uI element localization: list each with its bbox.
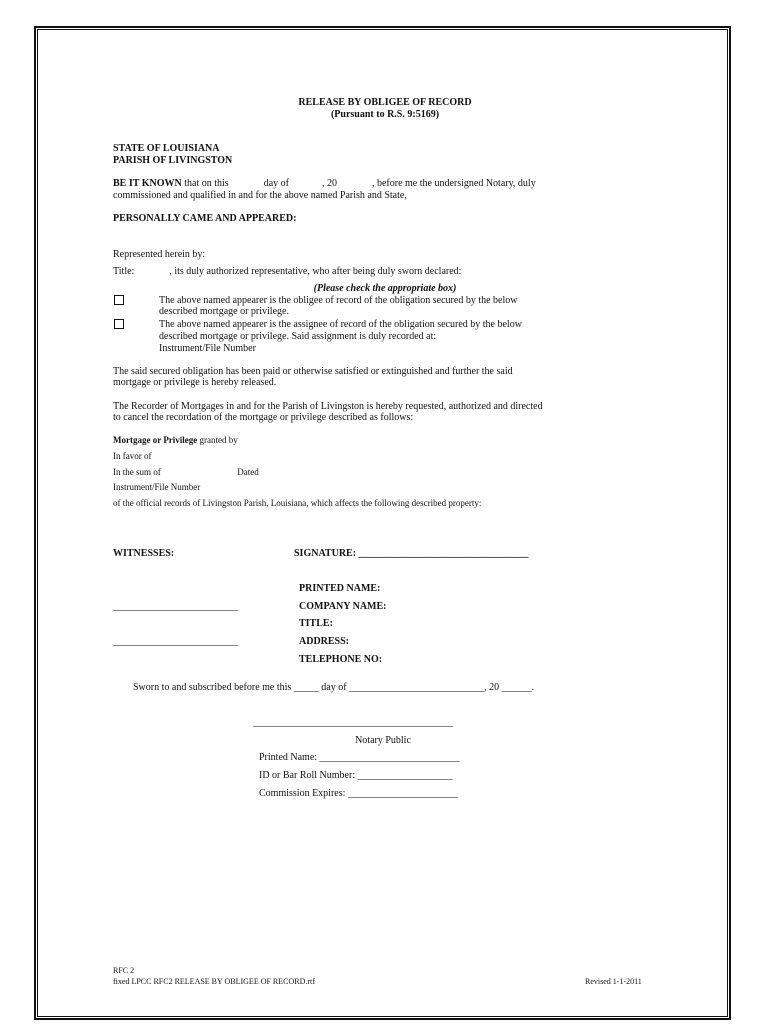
official-records-text: of the official records of Livingston Parish, Louisiana, which affects the following described property: — [113, 498, 482, 508]
be-it-known-label: BE IT KNOWN — [113, 178, 182, 189]
be-it-known-text-1: that on this — [184, 178, 229, 189]
represented-by-label: Represented herein by: — [113, 249, 206, 260]
title-label: Title: — [113, 266, 135, 277]
document-subtitle: (Pursuant to R.S. 9:5169) — [330, 109, 440, 120]
title-line — [113, 266, 461, 277]
notary-public-label: Notary Public — [355, 735, 411, 746]
option-2-line-3: Instrument/File Number — [159, 343, 256, 354]
sum-line — [113, 467, 259, 477]
granted-by-label: granted by — [199, 435, 238, 445]
option-2-line-2: described mortgage or privilege. Said assignment is duly recorded at: — [159, 331, 437, 342]
recorder-text-line-2: to cancel the recordation of the mortgage or privilege described as follows: — [113, 412, 414, 423]
obligee-checkbox[interactable] — [114, 295, 124, 305]
be-it-known-text-4: , before me the undersigned Notary, duly — [371, 178, 536, 189]
option-1-line-2: described mortgage or privilege. — [159, 306, 289, 317]
paid-text-line-1: The said secured obligation has been paid or otherwise satisfied or extinguished and further the said — [113, 366, 513, 377]
mortgage-line — [113, 435, 238, 445]
witnesses-label: WITNESSES: — [113, 548, 175, 559]
be-it-known-text-3: , 20 — [321, 178, 337, 189]
title-field-label: TITLE: — [299, 618, 333, 629]
notary-commission-expires: Commission Expires: ______________________ — [259, 788, 458, 799]
check-instruction: (Please check the appropriate box) — [313, 283, 457, 294]
telephone-label: TELEPHONE NO: — [299, 654, 383, 665]
recorder-text-line-1: The Recorder of Mortgages in and for the Parish of Livingston is hereby requested, authorized and directed — [113, 401, 543, 412]
option-2-line-1: The above named appearer is the assignee of record of the obligation secured by the below — [159, 319, 522, 330]
footer-revised-date: Revised 1-1-2011 — [585, 977, 642, 986]
witness-line-2: _________________________ — [113, 636, 238, 647]
paid-text-line-2: mortgage or privilege is hereby released. — [113, 377, 277, 388]
dated-label: Dated — [237, 467, 259, 477]
option-1-line-1: The above named appearer is the obligee of record of the obligation secured by the below — [159, 295, 518, 306]
be-it-known-line — [113, 178, 536, 189]
address-label: ADDRESS: — [299, 636, 350, 647]
printed-name-label: PRINTED NAME: — [299, 583, 381, 594]
sum-label: In the sum of — [113, 467, 161, 477]
signature-field: SIGNATURE: __________________________________ — [294, 548, 529, 559]
notary-printed-name: Printed Name: ____________________________ — [259, 752, 460, 763]
parish-heading: PARISH OF LIVINGSTON — [113, 155, 233, 166]
mortgage-label: Mortgage or Privilege — [113, 435, 198, 445]
witness-line-1: _________________________ — [113, 601, 238, 612]
notary-signature-line: ________________________________________ — [253, 717, 453, 728]
sworn-statement: Sworn to and subscribed before me this _____ day of ___________________________, 20 ______. — [133, 682, 535, 693]
footer-filename: fixed LPCC RFC2 RELEASE BY OBLIGEE OF RECORD.rtf — [113, 977, 315, 986]
instrument-label: Instrument/File Number — [113, 482, 201, 492]
document-title: RELEASE BY OBLIGEE OF RECORD — [298, 97, 472, 108]
notary-id-number: ID or Bar Roll Number: ___________________ — [259, 770, 453, 781]
footer-form-number: RFC 2 — [113, 966, 135, 975]
company-name-label: COMPANY NAME: — [299, 601, 387, 612]
personally-came-heading: PERSONALLY CAME AND APPEARED: — [113, 213, 297, 224]
be-it-known-line-2: commissioned and qualified in and for the above named Parish and State, — [113, 190, 407, 201]
in-favor-of-label: In favor of — [113, 451, 152, 461]
title-description: , its duly authorized representative, who after being duly sworn declared: — [169, 266, 462, 277]
assignee-checkbox[interactable] — [114, 319, 124, 329]
state-heading: STATE OF LOUISIANA — [113, 143, 220, 154]
be-it-known-text-2: day of — [263, 178, 289, 189]
